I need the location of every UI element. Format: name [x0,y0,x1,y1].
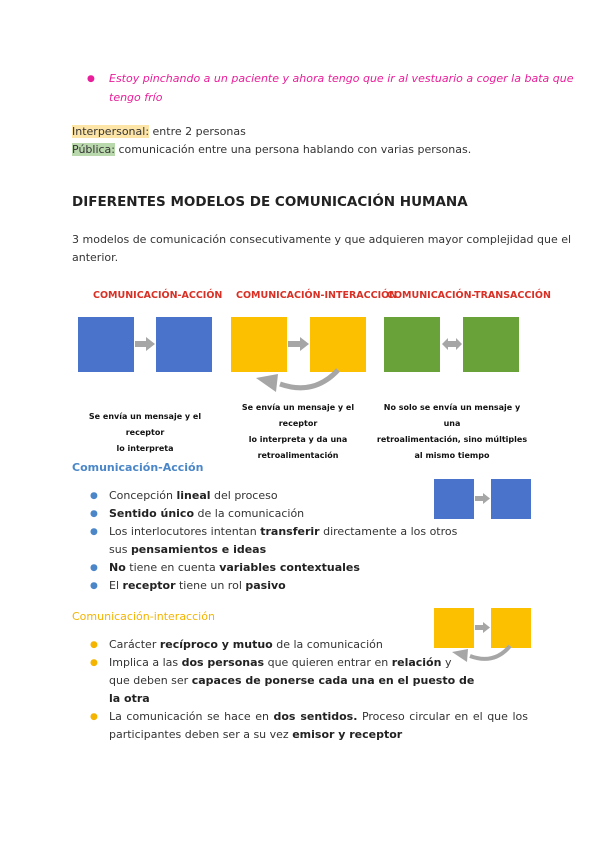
right-arrow-icon [474,492,491,505]
interaccion-bullet-2: Implica a las dos personas que quieren entrar en relación y [109,656,452,669]
right-arrow-icon [134,336,156,352]
bullet-dot: ● [90,640,98,650]
emitter-box [78,317,134,372]
accion-bullet-5: El receptor tiene un rol pasivo [109,579,286,592]
interaccion-bullet-2-cont2: la otra [109,692,150,705]
section-heading: DIFERENTES MODELOS DE COMUNICACIÓN HUMANA [72,194,468,210]
caption-line: lo interpreta y da una [248,435,348,444]
interaccion-bullet-1: Carácter recíproco y mutuo de la comunicación [109,638,383,651]
bullet-dot: ● [90,712,98,722]
emitter-box [434,479,474,519]
emitter-box [384,317,440,372]
emitter-box [434,608,474,648]
section-title-accion: Comunicación-Acción [72,461,204,474]
receiver-box [491,608,531,648]
caption-accion [70,409,220,457]
double-arrow-icon [441,336,463,352]
interpersonal-definition [72,123,246,141]
bullet-dot: ● [90,509,98,519]
interpersonal-term: Interpersonal: [72,125,150,138]
bullet-dot: ● [90,658,98,668]
bullet-dot: ● [90,581,98,591]
publica-term: Pública: [72,143,116,156]
accion-bullet-3: Los interlocutores intentan transferir directamente a los otros [109,525,458,538]
caption-line: al mismo tiempo [414,451,490,460]
receiver-box [310,317,366,372]
interaccion-bullet-3-cont: participantes deben ser a su vez emisor y receptor [109,728,403,741]
diagram-title-transaccion: COMUNICACIÓN-TRANSACCIÓN [387,290,551,301]
right-arrow-icon [474,621,491,634]
bullet-dot: ● [90,527,98,537]
diagram-title-accion: COMUNICACIÓN-ACCIÓN [93,290,223,301]
right-arrow-icon [287,336,310,352]
feedback-arrow-icon [254,366,348,396]
accion-bullet-1: Concepción lineal del proceso [109,489,278,502]
bullet-dot: ● [90,491,98,501]
bullet-dot: ● [90,563,98,573]
example-line-2: tengo frío [109,91,163,104]
accion-bullet-3-cont: sus pensamientos e ideas [109,543,267,556]
interpersonal-def: entre 2 personas [149,125,246,138]
caption-line: No solo se envía un mensaje y una [383,403,521,428]
receiver-box [491,479,531,519]
interaccion-bullet-3: La comunicación se hace en dos sentidos. Proceso circular en el que los [109,710,528,723]
interaccion-bullet-2-cont: que deben ser capaces de ponerse cada una en el puesto de [109,674,475,687]
accion-bullet-4: No tiene en cuenta variables contextuales [109,561,360,574]
caption-line: Se envía un mensaje y el receptor [241,403,355,428]
feedback-arrow-icon [450,643,518,665]
caption-line: Se envía un mensaje y el receptor [88,412,202,437]
example-line-1: Estoy pinchando a un paciente y ahora tengo que ir al vestuario a coger la bata que [109,72,574,85]
intro-line-2: anterior. [72,251,119,264]
accion-bullet-2: Sentido único de la comunicación [109,507,305,520]
receiver-box [156,317,212,372]
emitter-box [231,317,287,372]
caption-interaccion [222,400,374,464]
publica-definition [72,141,471,159]
publica-def: comunicación entre una persona hablando con varias personas. [115,143,472,156]
diagram-title-interaccion: COMUNICACIÓN-INTERACCIÓN [236,290,398,301]
caption-line: lo interpreta [116,444,174,453]
bullet-dot: ● [87,74,95,84]
section-title-interaccion: Comunicación-interacción [72,610,215,623]
caption-line: retroalimentación, sino múltiples [376,435,528,444]
intro-line-1: 3 modelos de comunicación consecutivamente y que adquieren mayor complejidad que el [72,233,572,246]
receiver-box [463,317,519,372]
caption-transaccion [376,400,528,464]
caption-line: retroalimentación [257,451,339,460]
